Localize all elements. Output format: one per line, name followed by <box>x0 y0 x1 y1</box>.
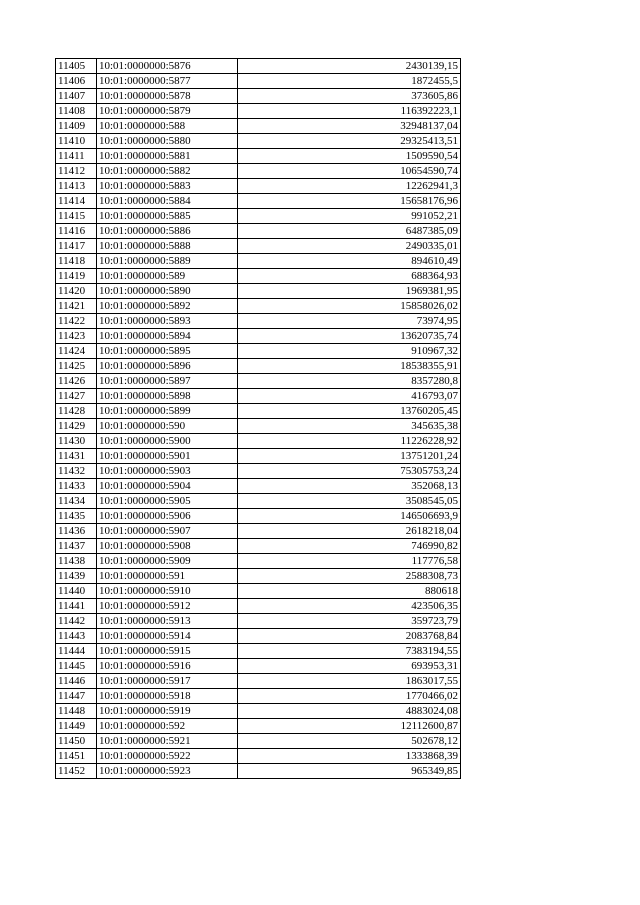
table-row <box>56 119 461 134</box>
table-row <box>56 524 461 539</box>
data-table <box>55 58 461 779</box>
value-cell: 12262941,3 <box>238 179 461 194</box>
cadastral-number-cell: 10:01:0000000:5898 <box>97 389 238 404</box>
table-row <box>56 539 461 554</box>
value-cell: 116392223,1 <box>238 104 461 119</box>
table-row <box>56 314 461 329</box>
cadastral-number-cell: 10:01:0000000:5900 <box>97 434 238 449</box>
row-number-cell: 11435 <box>56 509 97 524</box>
row-number-cell: 11436 <box>56 524 97 539</box>
table-row <box>56 209 461 224</box>
cadastral-number-cell: 10:01:0000000:5888 <box>97 239 238 254</box>
row-number-cell: 11422 <box>56 314 97 329</box>
value-cell: 2430139,15 <box>238 59 461 74</box>
value-cell: 502678,12 <box>238 734 461 749</box>
cadastral-number-cell: 10:01:0000000:5878 <box>97 89 238 104</box>
cadastral-number-cell: 10:01:0000000:5914 <box>97 629 238 644</box>
row-number-cell: 11447 <box>56 689 97 704</box>
row-number-cell: 11406 <box>56 74 97 89</box>
row-number-cell: 11443 <box>56 629 97 644</box>
table-row <box>56 389 461 404</box>
table-body <box>56 59 461 779</box>
table-row <box>56 299 461 314</box>
cadastral-number-cell: 10:01:0000000:5877 <box>97 74 238 89</box>
cadastral-number-cell: 10:01:0000000:5905 <box>97 494 238 509</box>
value-cell: 746990,82 <box>238 539 461 554</box>
value-cell: 416793,07 <box>238 389 461 404</box>
table-row <box>56 494 461 509</box>
table-row <box>56 269 461 284</box>
cadastral-number-cell: 10:01:0000000:5882 <box>97 164 238 179</box>
cadastral-number-cell: 10:01:0000000:5896 <box>97 359 238 374</box>
value-cell: 13760205,45 <box>238 404 461 419</box>
table-row <box>56 284 461 299</box>
cadastral-number-cell: 10:01:0000000:589 <box>97 269 238 284</box>
cadastral-number-cell: 10:01:0000000:5897 <box>97 374 238 389</box>
row-number-cell: 11412 <box>56 164 97 179</box>
table-row <box>56 404 461 419</box>
row-number-cell: 11423 <box>56 329 97 344</box>
cadastral-number-cell: 10:01:0000000:5916 <box>97 659 238 674</box>
cadastral-number-cell: 10:01:0000000:588 <box>97 119 238 134</box>
cadastral-number-cell: 10:01:0000000:5903 <box>97 464 238 479</box>
value-cell: 880618 <box>238 584 461 599</box>
table-row <box>56 59 461 74</box>
value-cell: 18538355,91 <box>238 359 461 374</box>
table-row <box>56 629 461 644</box>
row-number-cell: 11424 <box>56 344 97 359</box>
table-row <box>56 194 461 209</box>
table-row <box>56 479 461 494</box>
table-row <box>56 644 461 659</box>
cadastral-number-cell: 10:01:0000000:5910 <box>97 584 238 599</box>
table-row <box>56 344 461 359</box>
value-cell: 991052,21 <box>238 209 461 224</box>
table-row <box>56 254 461 269</box>
row-number-cell: 11440 <box>56 584 97 599</box>
row-number-cell: 11413 <box>56 179 97 194</box>
value-cell: 15858026,02 <box>238 299 461 314</box>
cadastral-number-cell: 10:01:0000000:5883 <box>97 179 238 194</box>
value-cell: 2618218,04 <box>238 524 461 539</box>
value-cell: 6487385,09 <box>238 224 461 239</box>
cadastral-number-cell: 10:01:0000000:5899 <box>97 404 238 419</box>
cadastral-number-cell: 10:01:0000000:5901 <box>97 449 238 464</box>
value-cell: 1863017,55 <box>238 674 461 689</box>
cadastral-number-cell: 10:01:0000000:5919 <box>97 704 238 719</box>
row-number-cell: 11430 <box>56 434 97 449</box>
row-number-cell: 11450 <box>56 734 97 749</box>
row-number-cell: 11428 <box>56 404 97 419</box>
row-number-cell: 11405 <box>56 59 97 74</box>
table-row <box>56 74 461 89</box>
value-cell: 373605,86 <box>238 89 461 104</box>
table-row <box>56 239 461 254</box>
row-number-cell: 11414 <box>56 194 97 209</box>
cadastral-number-cell: 10:01:0000000:590 <box>97 419 238 434</box>
row-number-cell: 11420 <box>56 284 97 299</box>
row-number-cell: 11407 <box>56 89 97 104</box>
value-cell: 693953,31 <box>238 659 461 674</box>
cadastral-number-cell: 10:01:0000000:5913 <box>97 614 238 629</box>
row-number-cell: 11419 <box>56 269 97 284</box>
table-row <box>56 719 461 734</box>
table-row <box>56 149 461 164</box>
cadastral-number-cell: 10:01:0000000:5907 <box>97 524 238 539</box>
value-cell: 4883024,08 <box>238 704 461 719</box>
row-number-cell: 11410 <box>56 134 97 149</box>
value-cell: 13620735,74 <box>238 329 461 344</box>
row-number-cell: 11418 <box>56 254 97 269</box>
value-cell: 345635,38 <box>238 419 461 434</box>
cadastral-number-cell: 10:01:0000000:5892 <box>97 299 238 314</box>
value-cell: 10654590,74 <box>238 164 461 179</box>
value-cell: 1872455,5 <box>238 74 461 89</box>
value-cell: 2083768,84 <box>238 629 461 644</box>
cadastral-number-cell: 10:01:0000000:5909 <box>97 554 238 569</box>
cadastral-number-cell: 10:01:0000000:5895 <box>97 344 238 359</box>
table-row <box>56 659 461 674</box>
table-row <box>56 434 461 449</box>
value-cell: 15658176,96 <box>238 194 461 209</box>
row-number-cell: 11434 <box>56 494 97 509</box>
table-row <box>56 179 461 194</box>
row-number-cell: 11416 <box>56 224 97 239</box>
cadastral-number-cell: 10:01:0000000:5881 <box>97 149 238 164</box>
value-cell: 75305753,24 <box>238 464 461 479</box>
value-cell: 1509590,54 <box>238 149 461 164</box>
cadastral-number-cell: 10:01:0000000:5923 <box>97 764 238 779</box>
cadastral-number-cell: 10:01:0000000:5879 <box>97 104 238 119</box>
row-number-cell: 11441 <box>56 599 97 614</box>
table-row <box>56 464 461 479</box>
value-cell: 3508545,05 <box>238 494 461 509</box>
cadastral-number-cell: 10:01:0000000:5884 <box>97 194 238 209</box>
value-cell: 688364,93 <box>238 269 461 284</box>
row-number-cell: 11426 <box>56 374 97 389</box>
cadastral-number-cell: 10:01:0000000:5904 <box>97 479 238 494</box>
table-row <box>56 224 461 239</box>
row-number-cell: 11442 <box>56 614 97 629</box>
table-row <box>56 569 461 584</box>
cadastral-number-cell: 10:01:0000000:5880 <box>97 134 238 149</box>
cadastral-number-cell: 10:01:0000000:5915 <box>97 644 238 659</box>
row-number-cell: 11452 <box>56 764 97 779</box>
value-cell: 11226228,92 <box>238 434 461 449</box>
table-row <box>56 689 461 704</box>
table-row <box>56 554 461 569</box>
value-cell: 117776,58 <box>238 554 461 569</box>
row-number-cell: 11432 <box>56 464 97 479</box>
cadastral-number-cell: 10:01:0000000:5921 <box>97 734 238 749</box>
row-number-cell: 11445 <box>56 659 97 674</box>
cadastral-number-cell: 10:01:0000000:5908 <box>97 539 238 554</box>
cadastral-number-cell: 10:01:0000000:5894 <box>97 329 238 344</box>
value-cell: 1770466,02 <box>238 689 461 704</box>
row-number-cell: 11417 <box>56 239 97 254</box>
cadastral-number-cell: 10:01:0000000:5906 <box>97 509 238 524</box>
value-cell: 146506693,9 <box>238 509 461 524</box>
cadastral-number-cell: 10:01:0000000:5893 <box>97 314 238 329</box>
value-cell: 423506,35 <box>238 599 461 614</box>
row-number-cell: 11408 <box>56 104 97 119</box>
table-row <box>56 359 461 374</box>
table-row <box>56 749 461 764</box>
row-number-cell: 11438 <box>56 554 97 569</box>
cadastral-number-cell: 10:01:0000000:592 <box>97 719 238 734</box>
value-cell: 73974,95 <box>238 314 461 329</box>
cadastral-number-cell: 10:01:0000000:5889 <box>97 254 238 269</box>
table-row <box>56 374 461 389</box>
cadastral-number-cell: 10:01:0000000:5917 <box>97 674 238 689</box>
row-number-cell: 11421 <box>56 299 97 314</box>
value-cell: 1969381,95 <box>238 284 461 299</box>
table-row <box>56 614 461 629</box>
table-row <box>56 734 461 749</box>
value-cell: 8357280,8 <box>238 374 461 389</box>
table-row <box>56 764 461 779</box>
value-cell: 2490335,01 <box>238 239 461 254</box>
table-row <box>56 509 461 524</box>
value-cell: 1333868,39 <box>238 749 461 764</box>
table-row <box>56 449 461 464</box>
row-number-cell: 11451 <box>56 749 97 764</box>
row-number-cell: 11411 <box>56 149 97 164</box>
value-cell: 7383194,55 <box>238 644 461 659</box>
value-cell: 352068,13 <box>238 479 461 494</box>
value-cell: 894610,49 <box>238 254 461 269</box>
value-cell: 13751201,24 <box>238 449 461 464</box>
row-number-cell: 11431 <box>56 449 97 464</box>
cadastral-number-cell: 10:01:0000000:5886 <box>97 224 238 239</box>
table-row <box>56 164 461 179</box>
table-row <box>56 584 461 599</box>
value-cell: 29325413,51 <box>238 134 461 149</box>
table-row <box>56 134 461 149</box>
cadastral-number-cell: 10:01:0000000:5876 <box>97 59 238 74</box>
table-row <box>56 419 461 434</box>
value-cell: 910967,32 <box>238 344 461 359</box>
row-number-cell: 11448 <box>56 704 97 719</box>
table-row <box>56 329 461 344</box>
value-cell: 965349,85 <box>238 764 461 779</box>
value-cell: 359723,79 <box>238 614 461 629</box>
value-cell: 2588308,73 <box>238 569 461 584</box>
value-cell: 32948137,04 <box>238 119 461 134</box>
table-row <box>56 89 461 104</box>
row-number-cell: 11429 <box>56 419 97 434</box>
cadastral-number-cell: 10:01:0000000:5918 <box>97 689 238 704</box>
value-cell: 12112600,87 <box>238 719 461 734</box>
row-number-cell: 11449 <box>56 719 97 734</box>
cadastral-number-cell: 10:01:0000000:5922 <box>97 749 238 764</box>
cadastral-number-cell: 10:01:0000000:591 <box>97 569 238 584</box>
table-row <box>56 674 461 689</box>
table-row <box>56 704 461 719</box>
row-number-cell: 11437 <box>56 539 97 554</box>
cadastral-number-cell: 10:01:0000000:5912 <box>97 599 238 614</box>
row-number-cell: 11446 <box>56 674 97 689</box>
row-number-cell: 11439 <box>56 569 97 584</box>
row-number-cell: 11427 <box>56 389 97 404</box>
row-number-cell: 11409 <box>56 119 97 134</box>
row-number-cell: 11425 <box>56 359 97 374</box>
row-number-cell: 11415 <box>56 209 97 224</box>
table-row <box>56 104 461 119</box>
cadastral-number-cell: 10:01:0000000:5885 <box>97 209 238 224</box>
table-row <box>56 599 461 614</box>
row-number-cell: 11433 <box>56 479 97 494</box>
cadastral-number-cell: 10:01:0000000:5890 <box>97 284 238 299</box>
row-number-cell: 11444 <box>56 644 97 659</box>
